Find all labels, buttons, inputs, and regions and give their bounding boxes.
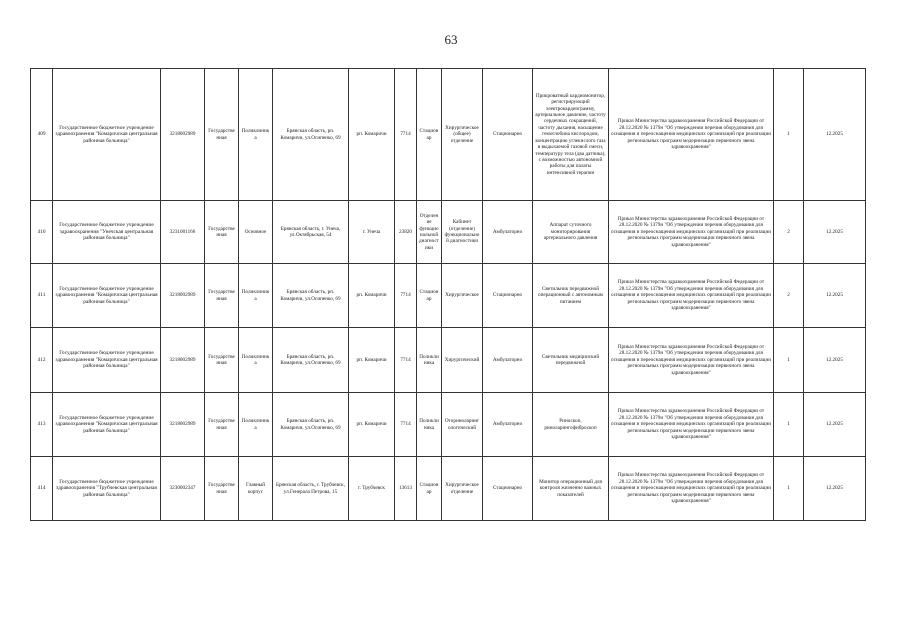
quantity-cell: 1	[774, 457, 804, 521]
table-row	[31, 328, 866, 393]
ownership-form-cell: Государственная	[205, 328, 239, 393]
settlement-code-cell: 7714	[395, 264, 417, 328]
settlement-code-cell: 13613	[395, 457, 417, 521]
division-cell: Основное	[239, 201, 273, 264]
organization-name-cell: Государственное бюджетное учреждение здравоохранения "Комаричская центральная районная больница"	[53, 328, 161, 393]
department-cell: Оториноларингологический	[442, 393, 483, 457]
settlement-cell: рп. Комаричи	[349, 393, 395, 457]
row-number-cell: 414	[31, 457, 53, 521]
deadline-cell: 12.2025	[804, 69, 866, 201]
equipment-name-cell: Риноскоп, риноларингофиброскоп	[533, 393, 609, 457]
care-mode-cell: Стационарно	[483, 264, 533, 328]
table-row	[31, 201, 866, 264]
care-type-cell: Стационар	[417, 69, 442, 201]
care-type-cell: Поликлиника	[417, 393, 442, 457]
settlement-cell: г. Унеча	[349, 201, 395, 264]
ownership-form-cell: Государственная	[205, 393, 239, 457]
care-type-cell: Стационар	[417, 264, 442, 328]
equipment-name-cell: Монитор операционный для контроля жизненно важных показателей	[533, 457, 609, 521]
table-row	[31, 264, 866, 328]
table-row	[31, 457, 866, 521]
settlement-code-cell: 7714	[395, 393, 417, 457]
organization-name-cell: Государственное бюджетное учреждение здравоохранения "Трубчевская центральная районная больница"	[53, 457, 161, 521]
table-row	[31, 393, 866, 457]
address-cell: Брянская область, г. Трубчевск, ул.Генерала Петрова, 15	[273, 457, 349, 521]
legal-basis-cell: Приказ Министерства здравоохранения Российской Федерации от 28.12.2020 № 1379н "Об утверждении перечня оборудования для оснащения и переоснащения медицинских организаций при реализации региональных программ модернизации первичного звена здравоохранения"	[609, 69, 774, 201]
ownership-form-cell: Государственная	[205, 69, 239, 201]
department-cell: Хирургическое (общее) отделение	[442, 69, 483, 201]
deadline-cell: 12.2025	[804, 393, 866, 457]
settlement-cell: рп. Комаричи	[349, 69, 395, 201]
organization-name-cell: Государственное бюджетное учреждение здравоохранения "Комаричская центральная районная больница"	[53, 69, 161, 201]
quantity-cell: 2	[774, 264, 804, 328]
settlement-cell: г. Трубчевск	[349, 457, 395, 521]
inn-cell: 3230002347	[161, 457, 205, 521]
care-type-cell: Стационар	[417, 457, 442, 521]
division-cell: Поликлиника	[239, 328, 273, 393]
equipment-name-cell: Светильник передвижной операционный с автономным питанием	[533, 264, 609, 328]
legal-basis-cell: Приказ Министерства здравоохранения Российской Федерации от 28.12.2020 № 1379н "Об утверждении перечня оборудования для оснащения и переоснащения медицинских организаций при реализации региональных программ модернизации первичного звена здравоохранения"	[609, 201, 774, 264]
care-type-cell: Отделение функциональной диагностики	[417, 201, 442, 264]
equipment-table	[30, 68, 866, 521]
department-cell: Хирургическое	[442, 264, 483, 328]
ownership-form-cell: Государственная	[205, 457, 239, 521]
inn-cell: 3218002989	[161, 69, 205, 201]
settlement-code-cell: 23820	[395, 201, 417, 264]
quantity-cell: 1	[774, 69, 804, 201]
address-cell: Брянская область, рп. Комаричи, ул.Осипенко, 69	[273, 264, 349, 328]
department-cell: Кабинет (отделение) функциональной диагностики	[442, 201, 483, 264]
settlement-code-cell: 7714	[395, 328, 417, 393]
care-type-cell: Поликлиника	[417, 328, 442, 393]
division-cell: Поликлиника	[239, 393, 273, 457]
row-number-cell: 411	[31, 264, 53, 328]
organization-name-cell: Государственное бюджетное учреждение здравоохранения "Унечская центральная районная больница"	[53, 201, 161, 264]
address-cell: Брянская область, рп. Комаричи, ул.Осипенко, 69	[273, 393, 349, 457]
quantity-cell: 2	[774, 201, 804, 264]
equipment-name-cell: Прикроватный кардиомонитор, регистрирующий электрокардиограмму, артериальное давление, частоту сердечных сокращений, частоту дыхания, насыщение гемоглобина кислородом, концентрацию углекислого газа в выдыхаемой газовой смеси, температуру тела (два датчика), с возможностью автономной работы для палаты интенсивной терапии	[533, 69, 609, 201]
ownership-form-cell: Государственная	[205, 201, 239, 264]
table-row	[31, 69, 866, 201]
equipment-name-cell: Аппарат суточного мониторирования артериального давления	[533, 201, 609, 264]
row-number-cell: 413	[31, 393, 53, 457]
care-mode-cell: Амбулаторно	[483, 201, 533, 264]
equipment-name-cell: Светильник медицинский передвижной	[533, 328, 609, 393]
division-cell: Поликлиника	[239, 69, 273, 201]
settlement-cell: рп. Комаричи	[349, 328, 395, 393]
care-mode-cell: Амбулаторно	[483, 328, 533, 393]
ownership-form-cell: Государственная	[205, 264, 239, 328]
deadline-cell: 12.2025	[804, 264, 866, 328]
inn-cell: 3218002989	[161, 264, 205, 328]
inn-cell: 3231001166	[161, 201, 205, 264]
care-mode-cell: Амбулаторно	[483, 393, 533, 457]
organization-name-cell: Государственное бюджетное учреждение здравоохранения "Комаричская центральная районная больница"	[53, 264, 161, 328]
organization-name-cell: Государственное бюджетное учреждение здравоохранения "Комаричская центральная районная больница"	[53, 393, 161, 457]
care-mode-cell: Стационарно	[483, 457, 533, 521]
deadline-cell: 12.2025	[804, 457, 866, 521]
legal-basis-cell: Приказ Министерства здравоохранения Российской Федерации от 28.12.2020 № 1379н "Об утверждении перечня оборудования для оснащения и переоснащения медицинских организаций при реализации региональных программ модернизации первичного звена здравоохранения"	[609, 264, 774, 328]
page-number: 63	[444, 32, 458, 47]
legal-basis-cell: Приказ Министерства здравоохранения Российской Федерации от 28.12.2020 № 1379н "Об утверждении перечня оборудования для оснащения и переоснащения медицинских организаций при реализации региональных программ модернизации первичного звена здравоохранения"	[609, 457, 774, 521]
deadline-cell: 12.2025	[804, 201, 866, 264]
deadline-cell: 12.2025	[804, 328, 866, 393]
legal-basis-cell: Приказ Министерства здравоохранения Российской Федерации от 28.12.2020 № 1379н "Об утверждении перечня оборудования для оснащения и переоснащения медицинских организаций при реализации региональных программ модернизации первичного звена здравоохранения"	[609, 328, 774, 393]
care-mode-cell: Стационарно	[483, 69, 533, 201]
legal-basis-cell: Приказ Министерства здравоохранения Российской Федерации от 28.12.2020 № 1379н "Об утверждении перечня оборудования для оснащения и переоснащения медицинских организаций при реализации региональных программ модернизации первичного звена здравоохранения"	[609, 393, 774, 457]
division-cell: Главный корпус	[239, 457, 273, 521]
address-cell: Брянская область, рп. Комаричи, ул.Осипенко, 69	[273, 69, 349, 201]
settlement-cell: рп. Комаричи	[349, 264, 395, 328]
inn-cell: 3218002989	[161, 393, 205, 457]
row-number-cell: 409	[31, 69, 53, 201]
settlement-code-cell: 7714	[395, 69, 417, 201]
quantity-cell: 1	[774, 328, 804, 393]
address-cell: Брянская область, г. Унеча, ул.Октябрьская, 54	[273, 201, 349, 264]
quantity-cell: 1	[774, 393, 804, 457]
address-cell: Брянская область, рп. Комаричи, ул.Осипенко, 69	[273, 328, 349, 393]
department-cell: Хирургическое отделение	[442, 457, 483, 521]
division-cell: Поликлиника	[239, 264, 273, 328]
row-number-cell: 412	[31, 328, 53, 393]
department-cell: Хирургический	[442, 328, 483, 393]
row-number-cell: 410	[31, 201, 53, 264]
inn-cell: 3218002989	[161, 328, 205, 393]
